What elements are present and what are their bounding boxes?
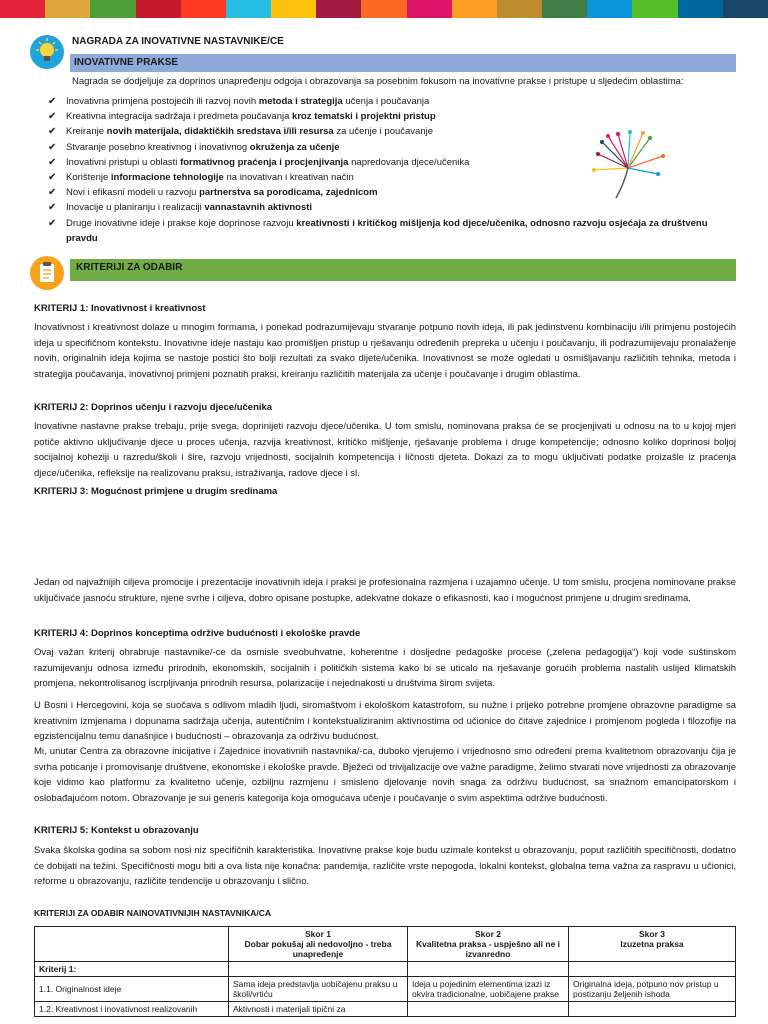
k5-text: Svaka školska godina sa sobom nosi niz specifičnih karakteristika. Inovativne prakse koje budu uzimale kontekst u obrazovanju, poput različitih specifičnosti, dodatno će dobijati na težini. Specifičnosti mogu biti a ova lista nije konačna: pandemija, različite vrste nepogoda, lokalni kontekst, globalna tema važna za raspravu u učionici, reforme u obrazovanju, različite tendencije u obrazovanju i slično. bbox=[34, 845, 736, 888]
k4-heading: KRITERIJ 4: Doprinos konceptima održive budućnosti i ekološke pravde bbox=[34, 628, 361, 639]
k4-paragraph-1: Ovaj važan kriterij ohrabruje nastavnike/-ce da osmisle sveobuhvatne, koherentne i dosljedne pedagoške procese („zelena pedagogija“) koji vode suštinskom razumijevanju odnosa između prirodnih, ekonomskih, socijalnih i političkih sistema kako bi se uticalo na rješavanje gorućih problema nastalih uslijed klimatskih promjena, nekontrolisanog iscrpljivanja prirodnih resursa, polarizacije i nejednakosti u društvima širom svijeta. bbox=[34, 647, 736, 690]
checklist-emphasis: metoda i strategija bbox=[258, 96, 343, 107]
table-cell bbox=[408, 1002, 569, 1017]
checklist-text: napredovanja djece/učenika bbox=[348, 156, 470, 168]
checklist-emphasis: partnerstva sa porodicama, zajednicom bbox=[199, 187, 378, 199]
checklist-emphasis: vannastavnih aktivnosti bbox=[204, 202, 313, 214]
checklist-text: Druge inovativne ideje i prakse koje doprinose razvoju bbox=[66, 217, 297, 229]
checklist-text: Novi i efikasni modeli u razvoju bbox=[66, 187, 200, 199]
checklist-emphasis: informacione tehnologije bbox=[110, 172, 224, 184]
table-cell: Sama ideja predstavlja uobičajenu praksu u školi/vrtiću bbox=[229, 977, 408, 1002]
checklist-text: Stvaranje posebno kreativnog i inovativnog bbox=[66, 141, 250, 153]
checklist-text: Korištenje bbox=[66, 172, 111, 184]
table-title: KRITERIJI ZA ODABIR NAINOVATIVNIJIH NASTAVNIKA/CA bbox=[34, 908, 272, 918]
color-bar-segment bbox=[632, 0, 677, 18]
color-bar-segment bbox=[407, 0, 452, 18]
table-cell: Ideja u pojedinim elementima izazi iz okvira tradicionalne, uobičajene prakse bbox=[408, 977, 569, 1002]
color-bar-segment bbox=[723, 0, 768, 18]
checklist-emphasis: novih materijala, didaktičkih sredstava i/ili resursa bbox=[106, 126, 334, 138]
checklist-text: Kreativna integracija sadržaja i predmeta poučavanja bbox=[66, 111, 293, 123]
color-bar-segment bbox=[90, 0, 135, 18]
checklist-emphasis: okruženja za učenje bbox=[249, 141, 340, 153]
check-icon: ✔ bbox=[48, 156, 57, 168]
check-icon: ✔ bbox=[48, 172, 57, 184]
check-icon: ✔ bbox=[48, 96, 57, 107]
color-bar-segment bbox=[587, 0, 632, 18]
color-bar-segment bbox=[45, 0, 90, 18]
color-bar-segment bbox=[226, 0, 271, 18]
checklist-text: Inovativni pristupi u oblasti bbox=[66, 156, 181, 168]
color-bar-segment bbox=[136, 0, 181, 18]
k1-heading: KRITERIJ 1: Inovativnost i kreativnost bbox=[34, 303, 206, 314]
header-cell: Skor 1 Dobar pokušaj ali nedovoljno - treba unapređenje bbox=[229, 927, 408, 962]
check-icon: ✔ bbox=[48, 187, 57, 199]
color-bar-segment bbox=[542, 0, 587, 18]
checklist-text: za učenje i poučavanje bbox=[333, 126, 434, 138]
check-icon: ✔ bbox=[48, 217, 57, 229]
clipboard-icon bbox=[30, 256, 64, 290]
k4-paragraph-3: Mi, unutar Centra za obrazovne inicijative i Zajednice inovativnih nastavnika/-ca, duboko vjerujemo i vrijednosno smo određeni prema kvalitetnom obrazovanju čija je svrha poticanje i promovisanje društvene, ekonomske i ekološke pravde. Bježeći od trivijalizacije ove važne paradigme, želimo stvarati nove vrijednosti za obrazovanje koje vidimo kao platformu za kvalitetno učenje, ozbiljnu razmjenu i smisleno djelovanje novih snaga za održivu budućnost, sa snažnom emancipatorskom i oslobađajućom notom. Obrazovanje je sui generis kategorija koja omogućava učenje i poučavanje o svim aspektima održive budućnosti. bbox=[34, 746, 736, 804]
table-cell: Kriterij 1: bbox=[35, 962, 229, 977]
table-cell: 1.2. Kreativnost i inovativnost realizovanih bbox=[35, 1002, 229, 1017]
k5-heading: KRITERIJ 5: Kontekst u obrazovanju bbox=[34, 825, 199, 836]
checklist-text: učenja i poučavanja bbox=[342, 96, 430, 107]
checklist-emphasis: kreativnosti i kritičkog mišljenja kod djece/učenika, odnosno razvoju osjećaja za društvenu pravdu bbox=[66, 217, 708, 244]
table-row bbox=[35, 962, 736, 977]
k1-text: Inovativnost i kreativnost dolaze u mnogim formama, i ponekad podrazumijevaju stvaranje potpuno novih ideja, ili pak jedinstvenu kombinaciju i/ili primjenu postojećih ideja u specifičnom kontekstu. Inovativne ideje nastaju kao promišljen pristup u rješavanju određenih prepreka u učenju i poučavanju, ili podrazumijevaju pronalaženje novih, originalnih ideja kojima se nastoje postići što bolji rezultati za svako dijete/učenika. Inovativnost se može ogledati u osmišljavanju različitih tehnika, metoda i strategija poučavanja, inovativnoj primjeni poznatih praksi, kreiranju različitih materijala za učenje i poučavanje i drugim oblastima. bbox=[34, 322, 736, 380]
k2-text: Inovativne nastavne prakse trebaju, prije svega, doprinijeti razvoju djece/učenika. U tom smislu, nominovana praksa će se procjenjivati u odnosu na to u kojoj mjeri potiče aktivno uključivanje djece u proces učenja, razvija kreativnost, kritičko mišljenje, rješavanje problema i druge kompetencije; odnosno koliko doprinosi boljoj socijalnoj koheziji u razredu/školi i šire, razvoju vrijednosti, socijalnih kompetencija i ličnosti djeteta. Dokazi za to mogu uključivati podatke proizašle iz praćenja djece/učenika, refleksije na realizovanu praksu, istraživanja, radove djece i sl. bbox=[34, 421, 736, 479]
table-row bbox=[35, 1002, 736, 1017]
color-bar-segment bbox=[0, 0, 45, 18]
checklist-item bbox=[48, 94, 708, 109]
color-bar-segment bbox=[497, 0, 542, 18]
checklist-text: Inovacije u planiranju i realizaciji bbox=[66, 202, 205, 214]
intro-text: Nagrada se dodjeljuje za doprinos unapređenju odgoja i obrazovanja sa posebnim fokusom na inovativne prakse i pristupe u sljedećim oblastima: bbox=[72, 76, 684, 87]
check-icon: ✔ bbox=[48, 141, 57, 153]
check-icon: ✔ bbox=[48, 202, 57, 214]
header-cell: Skor 3 Izuzetna praksa bbox=[569, 927, 736, 962]
checklist-item bbox=[48, 216, 708, 246]
k3-text: Jedan od najvažnijih ciljeva promocije i prezentacije inovativnih ideja i praksi je profesionalna razmjena i uzajamno učenje. U tom smislu, procjena nominovane prakse uključivaće jasnoću strukture, njene svrhe i ciljeva, dobro opisane postupke, adekvatne dokaze o efikasnosti, kao i mogućnost primjene u drugim sredinama. bbox=[34, 577, 736, 604]
checklist-emphasis: formativnog praćenja i procjenjivanja bbox=[180, 156, 349, 168]
table-cell: Originalna ideja, potpuno nov pristup u postizanju željenih ishoda bbox=[569, 977, 736, 1002]
table-cell: Aktivnosti i materijali tipični za bbox=[229, 1002, 408, 1017]
color-bar-segment bbox=[361, 0, 406, 18]
color-bar-segment bbox=[271, 0, 316, 18]
color-bar-segment bbox=[452, 0, 497, 18]
check-icon: ✔ bbox=[48, 126, 57, 138]
checklist-text: Kreiranje bbox=[66, 126, 107, 138]
table-cell bbox=[229, 962, 408, 977]
table-header-row bbox=[35, 927, 736, 962]
table-row bbox=[35, 977, 736, 1002]
dandelion-illustration bbox=[588, 128, 678, 200]
sdg-color-bar bbox=[0, 0, 768, 18]
table-cell bbox=[408, 962, 569, 977]
k2-heading: KRITERIJ 2: Doprinos učenju i razvoju djece/učenika bbox=[34, 402, 273, 413]
header-cell: Skor 2 Kvalitetna praksa - uspješno ali ne i izvanredno bbox=[408, 927, 569, 962]
criteria-table bbox=[34, 926, 736, 1017]
table-cell: 1.1. Originalnost ideje bbox=[35, 977, 229, 1002]
table-cell bbox=[569, 1002, 736, 1017]
section-band-inovativne-prakse: INOVATIVNE PRAKSE bbox=[70, 54, 736, 72]
checklist-item bbox=[48, 109, 708, 124]
checklist-text: na inovativan i kreativan način bbox=[223, 172, 354, 184]
color-bar-segment bbox=[678, 0, 723, 18]
color-bar-segment bbox=[181, 0, 226, 18]
page-title: NAGRADA ZA INOVATIVNE NASTAVNIKE/CE bbox=[72, 36, 284, 47]
checklist-text: Inovativna primjena postojećih ili razvoj novih bbox=[66, 96, 259, 107]
lightbulb-icon bbox=[30, 35, 64, 69]
section-band-kriteriji: KRITERIJI ZA ODABIR bbox=[70, 259, 736, 281]
table-cell bbox=[569, 962, 736, 977]
color-bar-segment bbox=[316, 0, 361, 18]
check-icon: ✔ bbox=[48, 111, 57, 123]
checklist-item bbox=[48, 200, 708, 215]
k3-heading: KRITERIJ 3: Mogućnost primjene u drugim sredinama bbox=[34, 486, 278, 497]
k4-paragraph-2: U Bosni i Hercegovini, koja se suočava s odlivom mladih ljudi, siromaštvom i ekološkom katastrofom, su nužne i prijeko potrebne promjene obrazovne paradigme sa kreativnim izmjenama i dopunama sadržaja učenja, autentičnim i kontekstualiziranim aktivnostima od učionice do čitave zajednice i promjenom pogleda i filozofije na egzistencijalnu temu današnjice i budućnosti – obrazovanja za održivu budućnost. bbox=[34, 700, 736, 743]
header-cell bbox=[35, 927, 229, 962]
checklist-emphasis: kroz tematski i projektni pristup bbox=[292, 111, 436, 123]
